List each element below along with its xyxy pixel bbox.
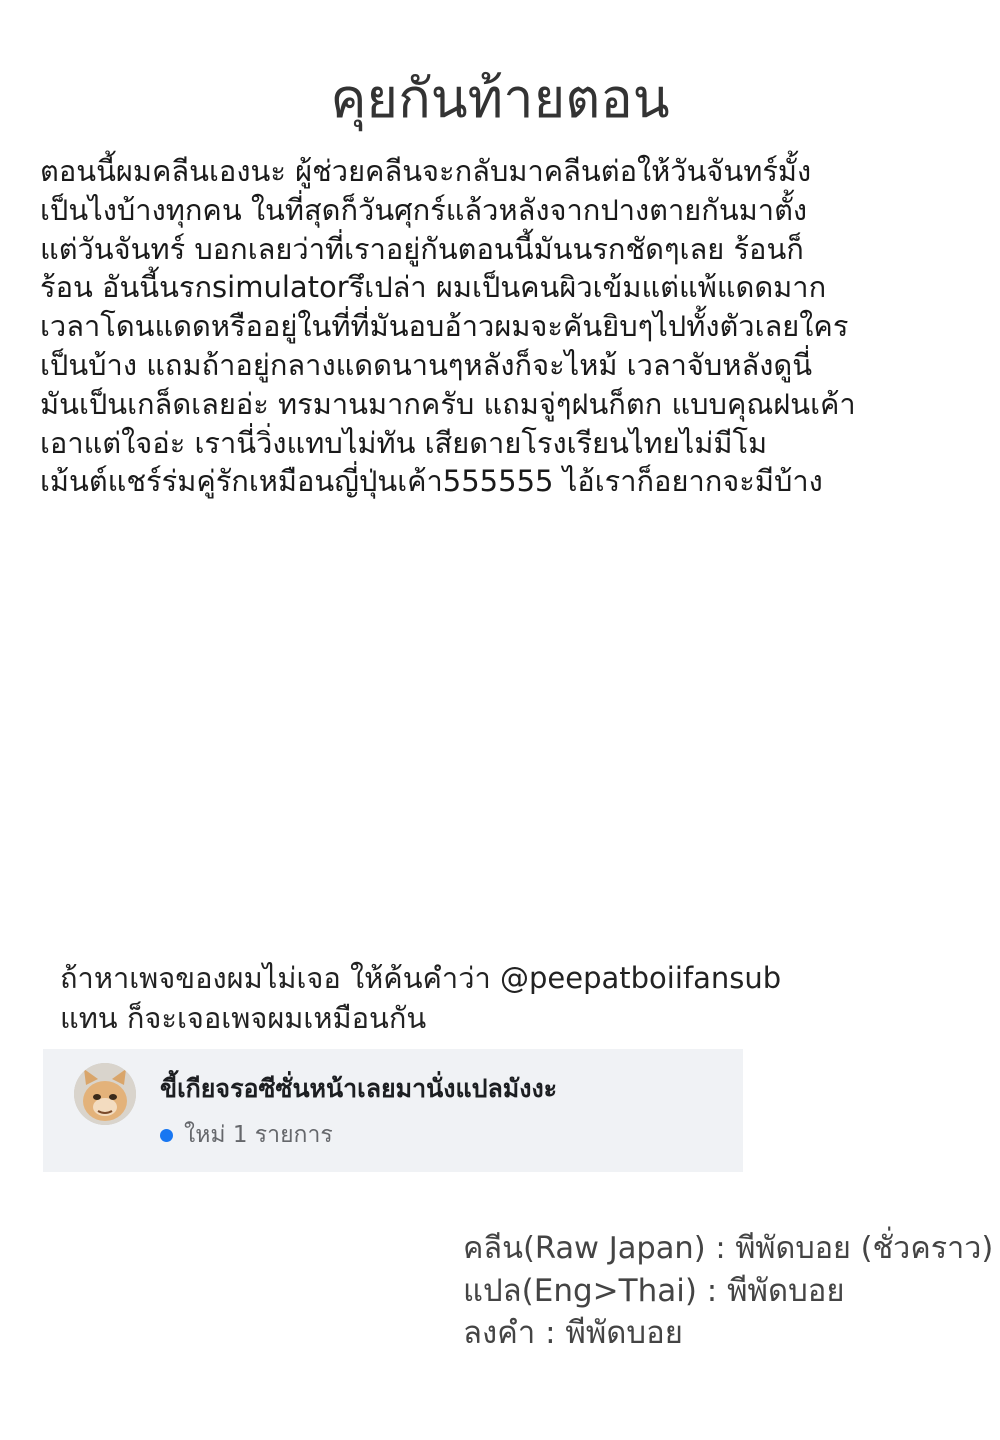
- page-name[interactable]: ขี้เกียจรอซีซั่นหน้าเลยมานั่งแปลมังงะ: [160, 1074, 558, 1103]
- cat-avatar-icon[interactable]: [74, 1063, 136, 1125]
- note-line: แทน ก็จะเจอเพจผมเหมือนกัน: [60, 1001, 427, 1035]
- body-line: เอาแต่ใจอ่ะ เรานี่วิ่งแทบไม่ทัน เสียดายโรงเรียนไทยไม่มีโม: [40, 425, 768, 460]
- body-line: เม้นต์แชร์ร่มคู่รักเหมือนญี่ปุ่นเค้า555555 ไอ้เราก็อยากจะมีบ้าง: [40, 464, 823, 499]
- credit-line: ลงคำ : พีพัดบอย: [463, 1315, 683, 1351]
- page-card[interactable]: [43, 1049, 743, 1172]
- body-line: เป็นบ้าง แถมถ้าอยู่กลางแดดนานๆหลังก็จะไหม้ เวลาจับหลังดูนี่: [40, 347, 813, 382]
- body-line: ตอนนี้ผมคลีนเองนะ ผู้ช่วยคลีนจะกลับมาคลีนต่อให้วันจันทร์มั้ง: [40, 154, 812, 188]
- body-line: เวลาโดนแดดหรืออยู่ในที่ที่มันอบอ้าวผมจะคันยิบๆไปทั้งตัวเลยใคร: [40, 309, 849, 344]
- new-dot-icon: [160, 1129, 173, 1142]
- credits: [463, 1228, 998, 1354]
- new-items-row[interactable]: [160, 1117, 333, 1153]
- body-line: ร้อน อันนี้นรกsimulatorรึเปล่า ผมเป็นคนผิวเข้มแต่แพ้แดดมาก: [40, 270, 827, 305]
- body-line: แต่วันจันทร์ บอกเลยว่าที่เราอยู่กันตอนนี้มันนรกชัดๆเลย ร้อนก็: [40, 231, 804, 266]
- page-title: คุยกันท้ายตอน: [330, 67, 670, 130]
- body-line: เป็นไงบ้างทุกคน ในที่สุดก็วันศุกร์แล้วหลังจากปางตายกันมาตั้ง: [40, 192, 808, 227]
- body-text: [40, 152, 975, 501]
- page-search-note: [60, 958, 960, 1038]
- credit-line: แปล(Eng>Thai) : พีพัดบอย: [463, 1273, 845, 1309]
- body-line: มันเป็นเกล็ดเลยอ่ะ ทรมานมากครับ แถมจู่ๆฝนก็ตก แบบคุณฝนเค้า: [40, 386, 856, 421]
- credit-line: คลีน(Raw Japan) : พีพัดบอย (ชั่วคราว): [463, 1231, 994, 1266]
- note-line: ถ้าหาเพจของผมไม่เจอ ให้ค้นคำว่า @peepatboiifansub: [60, 961, 782, 995]
- new-items-label: ใหม่ 1 รายการ: [184, 1122, 333, 1148]
